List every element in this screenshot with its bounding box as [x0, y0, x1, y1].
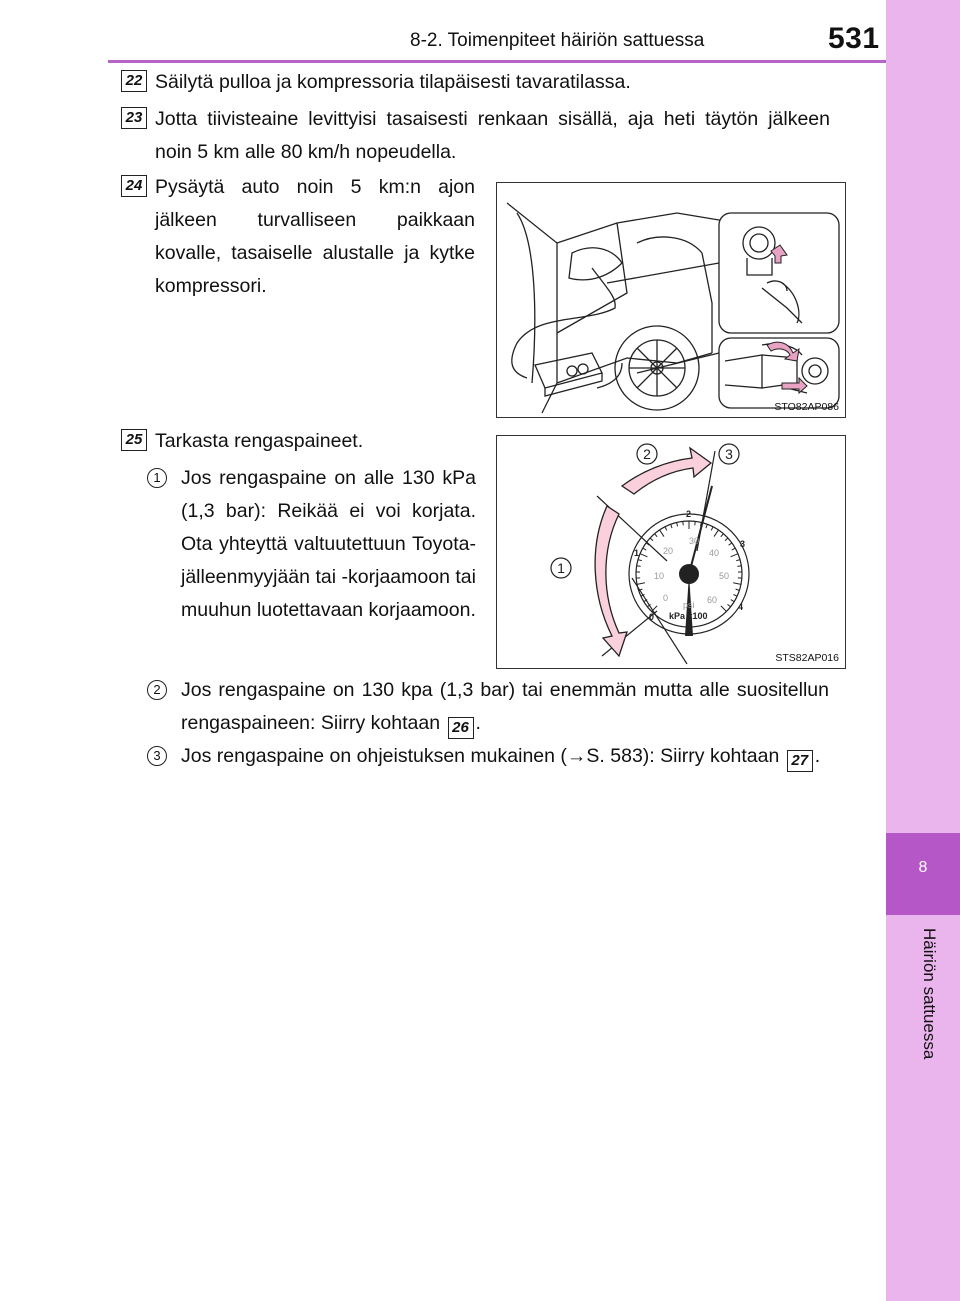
- unit-psi: psi: [683, 600, 695, 610]
- callout-2: 2: [643, 446, 651, 462]
- gauge-tick: [706, 524, 707, 528]
- gauge-tick: [650, 538, 653, 541]
- subitem-1-text: Jos rengaspaine on alle 130 kPa (1,3 bar): Reikää ei voi korjata. Ota yhteyttä valtuutettuun Toyota-jälleenmyyjään tai -korjaamoon tai muuhun luotettavaan korjaamoon.: [181, 467, 476, 621]
- step-badge-25: 25: [121, 429, 147, 451]
- gauge-tick: [727, 604, 730, 606]
- outer-scale-4: 4: [738, 602, 744, 612]
- pressure-gauge-illustration: [497, 436, 846, 669]
- inner-scale-50: 50: [719, 571, 730, 581]
- gauge-tick: [643, 548, 646, 550]
- gauge-tick: [637, 566, 641, 567]
- step-badge-22: 22: [121, 70, 147, 92]
- gauge-tick: [677, 522, 678, 526]
- step-22-text: Säilytä pulloa ja kompressoria tilapäisesti tavaratilassa.: [155, 71, 631, 93]
- unit-kpa: kPa x100: [669, 611, 708, 621]
- figure-1-code: STO82AP086: [774, 401, 839, 413]
- gauge-tick: [714, 530, 718, 537]
- gauge-tick: [733, 595, 737, 597]
- subitem-2-text-main: Jos rengaspaine on 130 kpa (1,3 bar) tai enemmän mutta alle suositellun rengaspaineen: Siirry kohtaan: [181, 679, 829, 734]
- gauge-tick: [736, 560, 740, 561]
- subitem-3-text: [181, 740, 829, 773]
- subitem-2-text-end: .: [475, 712, 481, 734]
- gauge-tick: [736, 589, 740, 590]
- inner-scale-40: 40: [709, 548, 720, 558]
- ref-badge-27: 27: [787, 750, 813, 772]
- subitem-1-number: 1: [147, 468, 167, 488]
- inner-scale-30: 30: [689, 536, 700, 546]
- gauge-tick: [711, 527, 713, 531]
- outer-scale-1: 1: [634, 548, 640, 558]
- inner-scale-0: 0: [663, 593, 669, 603]
- gauge-tick: [721, 534, 724, 537]
- chapter-number: 8: [886, 833, 960, 915]
- outer-scale-2: 2: [686, 509, 692, 519]
- outer-scale-0: 0: [649, 612, 655, 622]
- figure-compressor-connection: [496, 182, 846, 418]
- figure-pressure-gauge: [496, 435, 846, 669]
- gauge-tick: [732, 548, 735, 550]
- subitem-3-text-main: Jos rengaspaine on ohjeistuksen mukainen (→S. 583): Siirry kohtaan: [181, 745, 780, 767]
- step-badge-23: 23: [121, 107, 147, 129]
- chapter-label: Häiriön sattuessa: [920, 928, 939, 1060]
- inner-scale-60: 60: [707, 595, 718, 605]
- gauge-tick: [638, 560, 642, 561]
- header-rule: [108, 60, 886, 63]
- side-tab-upper: [886, 0, 960, 833]
- outer-scale-3: 3: [740, 539, 746, 549]
- gauge-tick: [737, 566, 741, 567]
- subitem-3-number: 3: [147, 746, 167, 766]
- gauge-tick: [725, 538, 728, 541]
- gauge-tick: [733, 583, 741, 585]
- subitem-2-text: [181, 674, 829, 740]
- ref-badge-26: 26: [448, 717, 474, 739]
- gauge-tick: [665, 527, 667, 531]
- gauge-tick: [731, 600, 734, 602]
- gauge-tick: [729, 543, 732, 545]
- gauge-tick: [655, 534, 658, 537]
- section-title: 8-2. Toimenpiteet häiriön sattuessa: [410, 30, 705, 51]
- step-23-text: Jotta tiivisteaine levittyisi tasaisesti renkaan sisällä, aja heti täytön jälkeen noin 5 km alle 80 km/h nopeudella.: [155, 108, 830, 163]
- inner-scale-20: 20: [663, 546, 674, 556]
- car-compressor-illustration: [497, 183, 846, 418]
- gauge-tick: [637, 583, 645, 585]
- inner-scale-10: 10: [654, 571, 665, 581]
- subitem-3-text-end: .: [814, 745, 821, 767]
- callout-3: 3: [725, 446, 733, 462]
- step-24-text: Pysäytä auto noin 5 km:n ajon jälkeen turvalliseen paikkaan kovalle, tasaiselle alustalle ja kytke kompressori.: [155, 176, 475, 297]
- page-number: 531: [828, 22, 880, 55]
- callout-1: 1: [557, 560, 565, 576]
- gauge-tick: [731, 554, 738, 557]
- gauge-tick: [640, 554, 647, 557]
- gauge-tick: [660, 530, 664, 537]
- step-25-text: Tarkasta rengaspaineet.: [155, 430, 364, 452]
- step-badge-24: 24: [121, 175, 147, 197]
- gauge-tick: [671, 524, 672, 528]
- gauge-tick: [652, 606, 658, 612]
- gauge-tick: [721, 606, 727, 612]
- subitem-2-number: 2: [147, 680, 167, 700]
- figure-2-code: STS82AP016: [775, 652, 839, 664]
